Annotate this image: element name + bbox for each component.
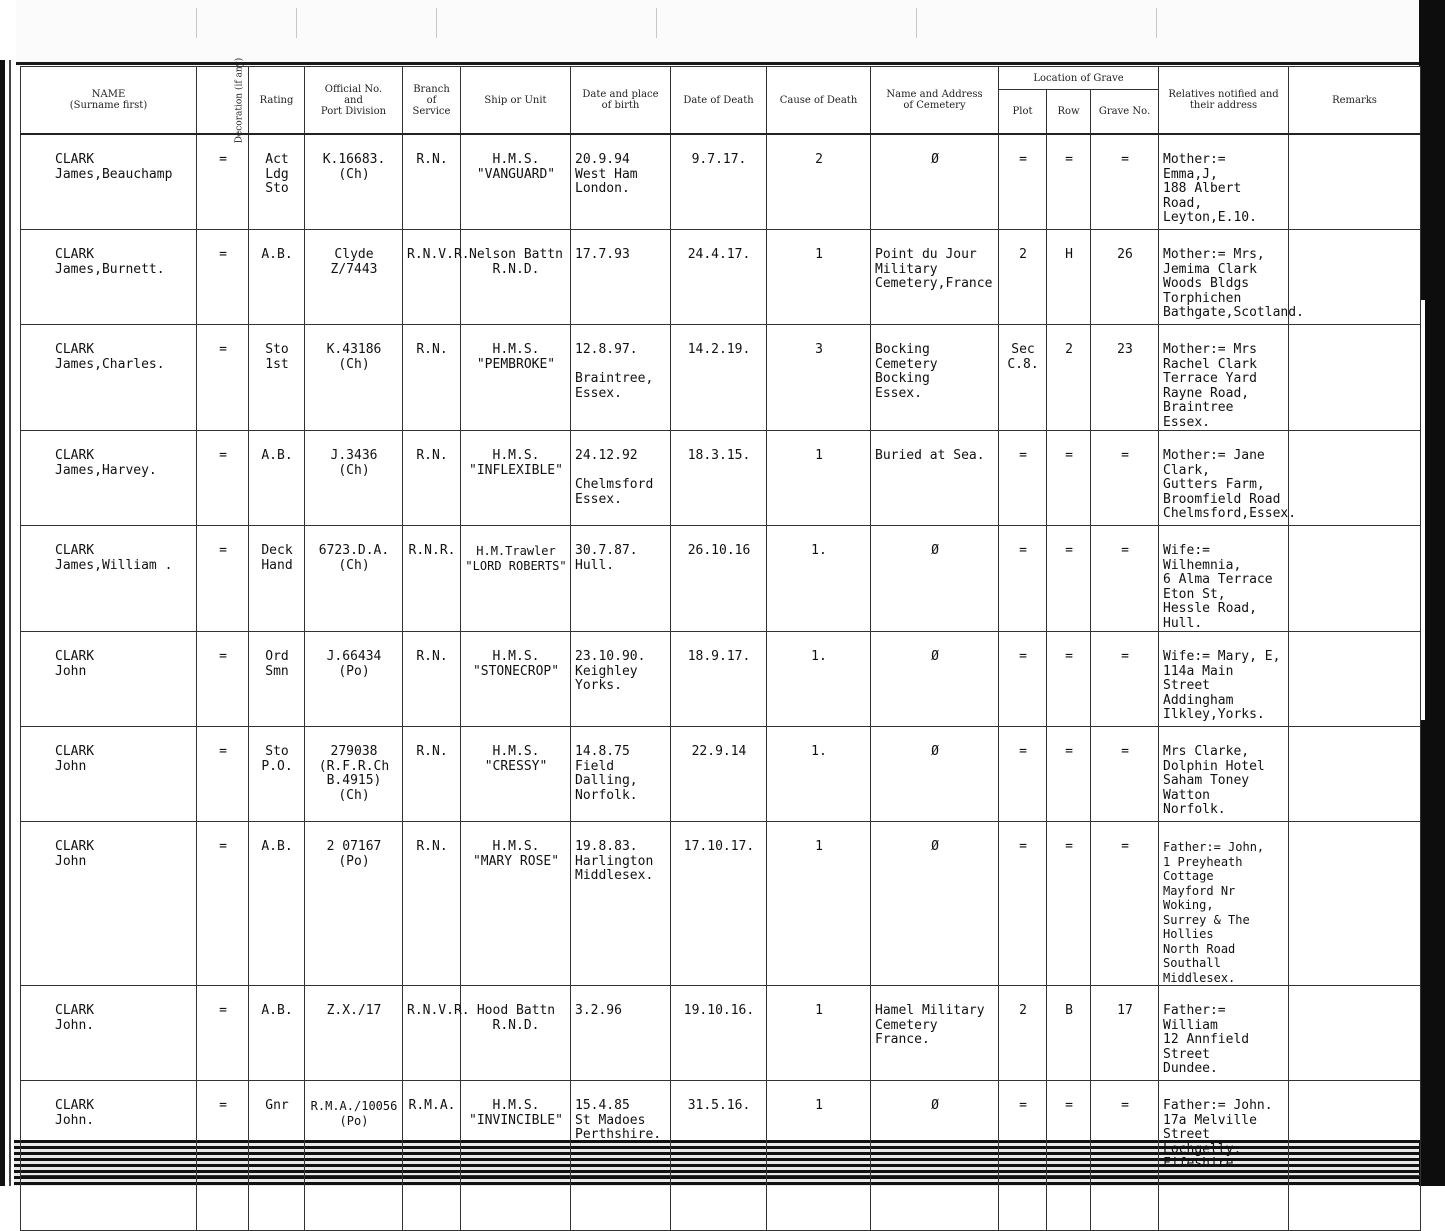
cell-name: CLARK James,William . — [21, 526, 197, 632]
cell-branch: R.N.R. — [403, 526, 461, 632]
header-ship: Ship or Unit — [461, 67, 571, 135]
cell-branch: R.N. — [403, 822, 461, 986]
cell-official-no: Clyde Z/7443 — [305, 230, 403, 325]
empty-cell — [1289, 1176, 1421, 1231]
cell-grave-no: = — [1091, 822, 1159, 986]
binding-edge-left — [0, 60, 14, 1186]
cell-birth: 24.12.92 Chelmsford Essex. — [571, 431, 671, 526]
cell-official-no: 2 07167 (Po) — [305, 822, 403, 986]
cell-cause: 1 — [767, 822, 871, 986]
cell-rating: A.B. — [249, 230, 305, 325]
empty-cell — [21, 1176, 197, 1231]
cell-rating: Deck Hand — [249, 526, 305, 632]
header-official-no: Official No. and Port Division — [305, 67, 403, 135]
cell-grave-no: = — [1091, 1081, 1159, 1176]
cell-plot: = — [999, 431, 1047, 526]
ghost-rule — [196, 8, 197, 38]
register-row — [21, 134, 1421, 230]
empty-cell — [767, 1176, 871, 1231]
cell-death: 26.10.16 — [671, 526, 767, 632]
ghost-rule — [916, 8, 917, 38]
cell-remarks — [1289, 632, 1421, 727]
header-decoration: Decoration (if any) — [197, 67, 249, 135]
empty-cell — [197, 1176, 249, 1231]
cell-remarks — [1289, 1081, 1421, 1176]
header-remarks: Remarks — [1289, 67, 1421, 135]
cell-cause: 1. — [767, 727, 871, 822]
previous-page-strip — [16, 0, 1436, 65]
cell-relatives: Mother:= Mrs, Jemima Clark Woods Bldgs Torphichen Bathgate,Scotland. — [1159, 230, 1289, 325]
cell-cause: 1 — [767, 1081, 871, 1176]
cell-name: CLARK John — [21, 632, 197, 727]
cell-plot: = — [999, 822, 1047, 986]
empty-row — [21, 1176, 1421, 1231]
empty-cell — [1159, 1176, 1289, 1231]
cell-cemetery: Ø — [871, 727, 999, 822]
register-row — [21, 431, 1421, 526]
cell-relatives: Wife:= Wilhemnia, 6 Alma Terrace Eton St, Hessle Road, Hull. — [1159, 526, 1289, 632]
cell-rating: A.B. — [249, 822, 305, 986]
cell-name: CLARK James,Burnett. — [21, 230, 197, 325]
ghost-rule — [1156, 8, 1157, 38]
cell-death: 19.10.16. — [671, 986, 767, 1081]
cell-death: 31.5.16. — [671, 1081, 767, 1176]
cell-decoration: = — [197, 526, 249, 632]
cell-name: CLARK John — [21, 727, 197, 822]
register-table — [20, 57, 1421, 1231]
cell-birth: 20.9.94 West Ham London. — [571, 134, 671, 230]
cell-death: 24.4.17. — [671, 230, 767, 325]
cell-decoration: = — [197, 986, 249, 1081]
cell-row: B — [1047, 986, 1091, 1081]
register-row — [21, 632, 1421, 727]
register-row — [21, 986, 1421, 1081]
cell-remarks — [1289, 134, 1421, 230]
header-cause: Cause of Death — [767, 67, 871, 135]
cell-row: = — [1047, 526, 1091, 632]
cell-official-no: K.43186 (Ch) — [305, 325, 403, 431]
cell-ship: H.M.Trawler "LORD ROBERTS" — [461, 526, 571, 632]
register-row — [21, 230, 1421, 325]
cell-rating: A.B. — [249, 986, 305, 1081]
cell-row: 2 — [1047, 325, 1091, 431]
cell-rating: Sto 1st — [249, 325, 305, 431]
cell-branch: R.N. — [403, 727, 461, 822]
cell-plot: Sec C.8. — [999, 325, 1047, 431]
cell-row: H — [1047, 230, 1091, 325]
header-cemetery: Name and Address of Cemetery — [871, 67, 999, 135]
cell-decoration: = — [197, 431, 249, 526]
cell-rating: Act Ldg Sto — [249, 134, 305, 230]
empty-cell — [249, 1176, 305, 1231]
cell-birth: 23.10.90. Keighley Yorks. — [571, 632, 671, 727]
cell-row: = — [1047, 134, 1091, 230]
empty-cell — [403, 1176, 461, 1231]
cell-cause: 1 — [767, 986, 871, 1081]
cell-remarks — [1289, 727, 1421, 822]
cell-row: = — [1047, 727, 1091, 822]
cell-branch: R.N. — [403, 325, 461, 431]
cell-branch: R.N.V.R. — [403, 230, 461, 325]
header-rating: Rating — [249, 67, 305, 135]
cell-death: 9.7.17. — [671, 134, 767, 230]
ghost-rule — [436, 8, 437, 38]
cell-decoration: = — [197, 1081, 249, 1176]
cell-relatives: Mother:= Emma,J, 188 Albert Road, Leyton,E.10. — [1159, 134, 1289, 230]
cell-death: 22.9.14 — [671, 727, 767, 822]
cell-official-no: K.16683. (Ch) — [305, 134, 403, 230]
header-grave-no: Grave No. — [1091, 90, 1159, 134]
header-name: NAME (Surname first) — [21, 67, 197, 135]
cell-cause: 3 — [767, 325, 871, 431]
cell-official-no: J.66434 (Po) — [305, 632, 403, 727]
cell-ship: H.M.S. "CRESSY" — [461, 727, 571, 822]
cell-official-no: J.3436 (Ch) — [305, 431, 403, 526]
cell-decoration: = — [197, 325, 249, 431]
cell-death: 18.9.17. — [671, 632, 767, 727]
cell-ship: H.M.S. "MARY ROSE" — [461, 822, 571, 986]
cell-branch: R.N. — [403, 134, 461, 230]
empty-cell — [571, 1176, 671, 1231]
cell-ship: H.M.S. "INVINCIBLE" — [461, 1081, 571, 1176]
cell-grave-no: = — [1091, 727, 1159, 822]
cell-rating: Sto P.O. — [249, 727, 305, 822]
cell-official-no: R.M.A./10056 (Po) — [305, 1081, 403, 1176]
cell-cemetery: Bocking Cemetery Bocking Essex. — [871, 325, 999, 431]
cell-death: 17.10.17. — [671, 822, 767, 986]
header-row: Row — [1047, 90, 1091, 134]
cell-birth: 19.8.83. Harlington Middlesex. — [571, 822, 671, 986]
cell-plot: = — [999, 526, 1047, 632]
cell-grave-no: = — [1091, 526, 1159, 632]
cell-plot: = — [999, 1081, 1047, 1176]
cell-ship: H.M.S. "VANGUARD" — [461, 134, 571, 230]
cell-plot: 2 — [999, 986, 1047, 1081]
cell-relatives: Father:= William 12 Annfield Street Dundee. — [1159, 986, 1289, 1081]
cell-remarks — [1289, 822, 1421, 986]
cell-cause: 1. — [767, 526, 871, 632]
cell-branch: R.M.A. — [403, 1081, 461, 1176]
cell-branch: R.N.V.R. — [403, 986, 461, 1081]
cell-name: CLARK James,Beauchamp — [21, 134, 197, 230]
cell-name: CLARK James,Charles. — [21, 325, 197, 431]
cell-plot: 2 — [999, 230, 1047, 325]
cell-branch: R.N. — [403, 632, 461, 727]
cell-birth: 15.4.85 St Madoes Perthshire. — [571, 1081, 671, 1176]
cell-official-no: 279038 (R.F.R.Ch B.4915) (Ch) — [305, 727, 403, 822]
cell-grave-no: 23 — [1091, 325, 1159, 431]
cell-plot: = — [999, 134, 1047, 230]
cell-official-no: Z.X./17 — [305, 986, 403, 1081]
cell-row: = — [1047, 431, 1091, 526]
casualty-register-page — [20, 57, 1420, 1171]
empty-cell — [671, 1176, 767, 1231]
cell-grave-no: 26 — [1091, 230, 1159, 325]
cell-relatives: Wife:= Mary, E, 114a Main Street Addingham Ilkley,Yorks. — [1159, 632, 1289, 727]
header-birth: Date and place of birth — [571, 67, 671, 135]
cell-rating: Ord Smn — [249, 632, 305, 727]
empty-cell — [305, 1176, 403, 1231]
cell-decoration: = — [197, 632, 249, 727]
cell-cemetery: Ø — [871, 822, 999, 986]
register-row — [21, 822, 1421, 986]
cell-remarks — [1289, 526, 1421, 632]
cell-plot: = — [999, 632, 1047, 727]
cell-branch: R.N. — [403, 431, 461, 526]
cell-remarks — [1289, 230, 1421, 325]
empty-cell — [461, 1176, 571, 1231]
cell-cemetery: Ø — [871, 632, 999, 727]
header-relatives: Relatives notified and their address — [1159, 67, 1289, 135]
cell-relatives: Father:= John. 17a Melville Street Lochgelly, Fifeshire. — [1159, 1081, 1289, 1176]
ghost-rule — [656, 8, 657, 38]
cell-cause: 2 — [767, 134, 871, 230]
cell-birth: 30.7.87. Hull. — [571, 526, 671, 632]
cell-name: CLARK John — [21, 822, 197, 986]
cell-cemetery: Point du Jour Military Cemetery,France — [871, 230, 999, 325]
cell-cause: 1 — [767, 431, 871, 526]
cell-grave-no: = — [1091, 431, 1159, 526]
header-location-of-grave: Location of Grave — [999, 67, 1159, 90]
cell-grave-no: = — [1091, 632, 1159, 727]
cell-cemetery: Ø — [871, 134, 999, 230]
cell-ship: H.M.S. "PEMBROKE" — [461, 325, 571, 431]
cell-decoration: = — [197, 134, 249, 230]
cell-remarks — [1289, 431, 1421, 526]
empty-cell — [871, 1176, 999, 1231]
register-row — [21, 526, 1421, 632]
header-plot: Plot — [999, 90, 1047, 134]
cell-birth: 14.8.75 Field Dalling, Norfolk. — [571, 727, 671, 822]
cell-name: CLARK James,Harvey. — [21, 431, 197, 526]
register-row — [21, 325, 1421, 431]
page-edge-right — [1419, 0, 1445, 1186]
cell-name: CLARK John. — [21, 1081, 197, 1176]
cell-official-no: 6723.D.A. (Ch) — [305, 526, 403, 632]
header-death: Date of Death — [671, 67, 767, 135]
header-branch: Branch of Service — [403, 67, 461, 135]
cell-birth: 17.7.93 — [571, 230, 671, 325]
cell-decoration: = — [197, 230, 249, 325]
cell-ship: Nelson Battn R.N.D. — [461, 230, 571, 325]
empty-cell — [1047, 1176, 1091, 1231]
cell-cemetery: Ø — [871, 526, 999, 632]
cell-ship: H.M.S. "STONECROP" — [461, 632, 571, 727]
cell-cemetery: Hamel Military Cemetery France. — [871, 986, 999, 1081]
cell-cemetery: Ø — [871, 1081, 999, 1176]
register-row — [21, 1081, 1421, 1176]
cell-cemetery: Buried at Sea. — [871, 431, 999, 526]
cell-relatives: Mother:= Jane Clark, Gutters Farm, Broomfield Road Chelmsford,Essex. — [1159, 431, 1289, 526]
cell-relatives: Mother:= Mrs Rachel Clark Terrace Yard Rayne Road, Braintree Essex. — [1159, 325, 1289, 431]
cell-rating: Gnr — [249, 1081, 305, 1176]
cell-plot: = — [999, 727, 1047, 822]
cell-grave-no: 17 — [1091, 986, 1159, 1081]
cell-decoration: = — [197, 727, 249, 822]
empty-cell — [1091, 1176, 1159, 1231]
cell-decoration: = — [197, 822, 249, 986]
cell-rating: A.B. — [249, 431, 305, 526]
cell-death: 14.2.19. — [671, 325, 767, 431]
cell-row: = — [1047, 1081, 1091, 1176]
empty-cell — [999, 1176, 1047, 1231]
cell-name: CLARK John. — [21, 986, 197, 1081]
cell-row: = — [1047, 632, 1091, 727]
ghost-rule — [296, 8, 297, 38]
cell-row: = — [1047, 822, 1091, 986]
cell-grave-no: = — [1091, 134, 1159, 230]
register-row — [21, 727, 1421, 822]
cell-ship: Hood Battn R.N.D. — [461, 986, 571, 1081]
cell-ship: H.M.S. "INFLEXIBLE" — [461, 431, 571, 526]
cell-cause: 1 — [767, 230, 871, 325]
cell-death: 18.3.15. — [671, 431, 767, 526]
cell-birth: 12.8.97. Braintree, Essex. — [571, 325, 671, 431]
cell-birth: 3.2.96 — [571, 986, 671, 1081]
cell-cause: 1. — [767, 632, 871, 727]
cell-remarks — [1289, 986, 1421, 1081]
cell-remarks — [1289, 325, 1421, 431]
cell-relatives: Father:= John, 1 Preyheath Cottage Mayford Nr Woking, Surrey & The Hollies North Road Southall Middlesex. — [1159, 822, 1289, 986]
cell-relatives: Mrs Clarke, Dolphin Hotel Saham Toney Watton Norfolk. — [1159, 727, 1289, 822]
